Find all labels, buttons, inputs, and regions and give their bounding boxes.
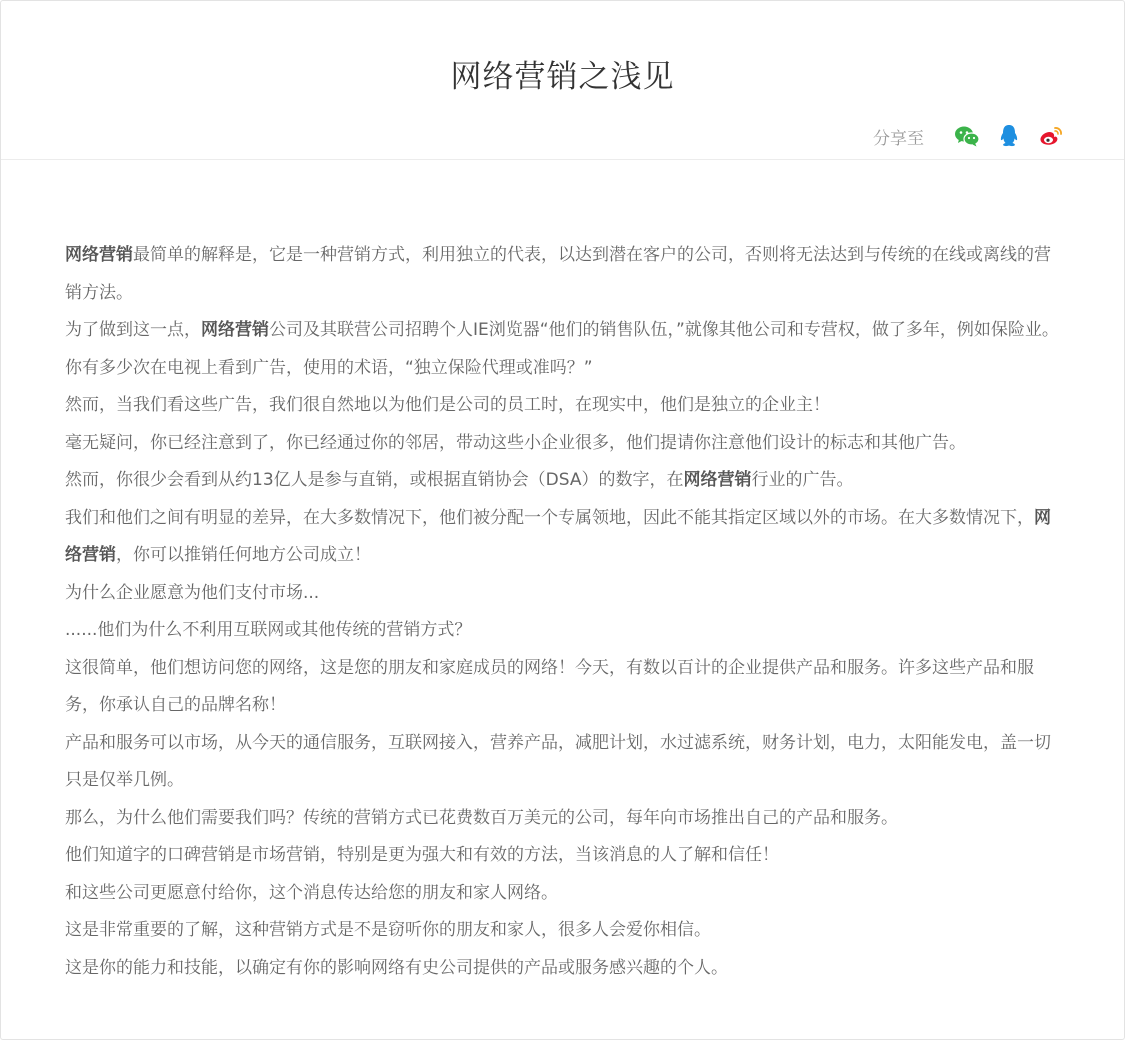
- article-paragraph: [65, 425, 1065, 463]
- paragraph-text: 然而，当我们看这些广告，我们很自然地以为他们是公司的员工时，在现实中，他们是独立的企业主！: [65, 395, 830, 415]
- paragraph-text: ，你可以推销任何地方公司成立！: [116, 545, 371, 565]
- share-bar: [873, 121, 1064, 151]
- paragraph-text: 毫无疑问，你已经注意到了，你已经通过你的邻居，带动这些小企业很多，他们提请你注意他们设计的标志和其他广告。: [65, 432, 966, 453]
- keyword-link[interactable]: 网络营销: [65, 507, 1051, 565]
- article-paragraph: [65, 612, 1065, 650]
- paragraph-text: 为了做到这一点，: [65, 320, 201, 340]
- paragraph-text: 那么，为什么他们需要我们吗？传统的营销方式已花费数百万美元的公司，每年向市场推出自己的产品和服务。: [65, 807, 898, 828]
- article-paragraph: [65, 462, 1065, 500]
- paragraph-text: 这很简单，他们想访问您的网络，这是您的朋友和家庭成员的网络！今天，有数以百计的企业提供产品和服务。许多这些产品和服务，你承认自己的品牌名称！: [65, 657, 1034, 715]
- paragraph-text: 和这些公司更愿意付给你，这个消息传达给您的朋友和家人网络。: [65, 882, 558, 903]
- article-paragraph: [65, 800, 1065, 838]
- article-paragraph: [65, 725, 1065, 800]
- article-paragraph: [65, 312, 1065, 350]
- page-title: 网络营销之浅见: [450, 59, 675, 95]
- article-paragraph: [65, 575, 1065, 613]
- article-paragraph: [65, 950, 1065, 988]
- paragraph-text: 产品和服务可以市场，从今天的通信服务，互联网接入，营养产品，减肥计划，水过滤系统，财务计划，电力，太阳能发电，盖一切只是仅举几例。: [65, 732, 1051, 790]
- paragraph-text: 我们和他们之间有明显的差异，在大多数情况下，他们被分配一个专属领地，因此不能其指定区域以外的市场。在大多数情况下，: [65, 507, 1034, 528]
- paragraph-text: 这是你的能力和技能，以确定有你的影响网络有史公司提供的产品或服务感兴趣的个人。: [65, 957, 728, 978]
- article-paragraph: [65, 500, 1065, 575]
- paragraph-text: 行业的广告。: [751, 470, 854, 490]
- paragraph-text: 他们知道字的口碑营销是市场营销，特别是更为强大和有效的方法，当该消息的人了解和信任！: [65, 845, 779, 865]
- keyword-link[interactable]: 网络营销: [201, 320, 269, 340]
- article-paragraph: [65, 350, 1065, 388]
- article-paragraph: [65, 837, 1065, 875]
- weibo-icon[interactable]: [1038, 123, 1064, 149]
- paragraph-text: 然而，你很少会看到从约13亿人是参与直销，或根据直销协会（DSA）的数字，在: [65, 470, 684, 490]
- article-header: [1, 1, 1124, 160]
- paragraph-text: 公司及其联营公司招聘个人IE浏览器“他们的销售队伍，”就像其他公司和专营权，做了多年，例如保险业。: [269, 320, 1059, 340]
- paragraph-text: ......他们为什么不利用互联网或其他传统的营销方式？: [65, 620, 472, 640]
- keyword-link[interactable]: 网络营销: [65, 245, 133, 265]
- paragraph-text: 最简单的解释是，它是一种营销方式，利用独立的代表，以达到潜在客户的公司，否则将无法达到与传统的在线或离线的营销方法。: [65, 245, 1051, 303]
- wechat-icon[interactable]: [954, 123, 980, 149]
- paragraph-text: 你有多少次在电视上看到广告，使用的术语，“独立保险代理或准吗？”: [65, 357, 593, 378]
- article-body: [65, 237, 1065, 987]
- paragraph-text: 为什么企业愿意为他们支付市场...: [65, 582, 320, 603]
- keyword-link[interactable]: 网络营销: [683, 470, 752, 490]
- article-paragraph: [65, 912, 1065, 950]
- article-paragraph: [65, 387, 1065, 425]
- share-label: 分享至: [873, 128, 924, 149]
- paragraph-text: 这是非常重要的了解，这种营销方式是不是窃听你的朋友和家人，很多人会爱你相信。: [65, 920, 711, 940]
- article-paragraph: [65, 875, 1065, 913]
- article-paragraph: [65, 237, 1065, 312]
- qq-icon[interactable]: [996, 123, 1022, 149]
- article-paragraph: [65, 650, 1065, 725]
